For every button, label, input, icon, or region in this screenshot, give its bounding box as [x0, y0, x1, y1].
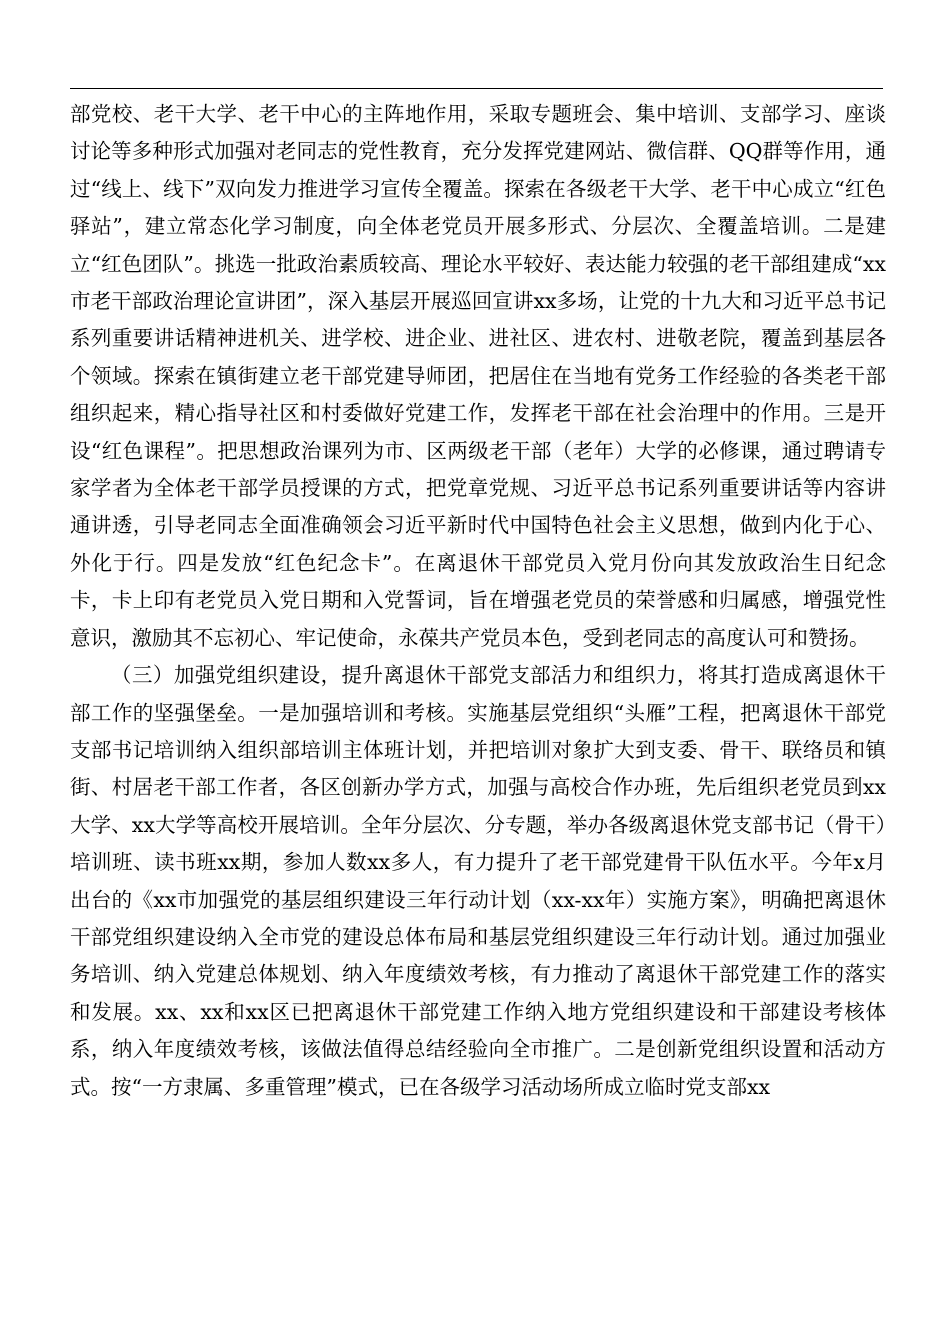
- paragraph-2: （三）加强党组织建设，提升离退休干部党支部活力和组织力，将其打造成离退休干部工作的坚强堡垒。一是加强培训和考核。实施基层党组织“头雁”工程，把离退休干部党支部书记培训纳入组织部培训主体班计划，并把培训对象扩大到支委、骨干、联络员和镇街、村居老干部工作者，各区创新办学方式，加强与高校合作办班，先后组织老党员到xx大学、xx大学等高校开展培训。全年分层次、分专题，举办各级离退休党支部书记（骨干）培训班、读书班xx期，参加人数xx多人，有力提升了老干部党建骨干队伍水平。今年x月出台的《xx市加强党的基层组织建设三年行动计划（xx-xx年）实施方案》，明确把离退休干部党组织建设纳入全市党的建设总体布局和基层党组织建设三年行动计划。通过加强业务培训、纳入党建总体规划、纳入年度绩效考核，有力推动了离退休干部党建工作的落实和发展。xx、xx和xx区已把离退休干部党建工作纳入地方党组织建设和干部建设考核体系，纳入年度绩效考核，该做法值得总结经验向全市推广。二是创新党组织设置和活动方式。按“一方隶属、多重管理”模式，已在各级学习活动场所成立临时党支部xx: [70, 663, 886, 1099]
- header-rule: [70, 88, 883, 89]
- body-text: [70, 96, 886, 1106]
- paragraph-1: 部党校、老干大学、老干中心的主阵地作用，采取专题班会、集中培训、支部学习、座谈讨论等多种形式加强对老同志的党性教育，充分发挥党建网站、微信群、QQ群等作用，通过“线上、线下”双向发力推进学习宣传全覆盖。探索在各级老干大学、老干中心成立“红色驿站”，建立常态化学习制度，向全体老党员开展多形式、分层次、全覆盖培训。二是建立“红色团队”。挑选一批政治素质较高、理论水平较好、表达能力较强的老干部组建成“xx市老干部政治理论宣讲团”，深入基层开展巡回宣讲xx多场，让党的十九大和习近平总书记系列重要讲话精神进机关、进学校、进企业、进社区、进农村、进敬老院，覆盖到基层各个领域。探索在镇街建立老干部党建导师团，把居住在当地有党务工作经验的各类老干部组织起来，精心指导社区和村委做好党建工作，发挥老干部在社会治理中的作用。三是开设“红色课程”。把思想政治课列为市、区两级老干部（老年）大学的必修课，通过聘请专家学者为全体老干部学员授课的方式，把党章党规、习近平总书记系列重要讲话等内容讲通讲透，引导老同志全面准确领会习近平新时代中国特色社会主义思想，做到内化于心、外化于行。四是发放“红色纪念卡”。在离退休干部党员入党月份向其发放政治生日纪念卡，卡上印有老党员入党日期和入党誓词，旨在增强老党员的荣誉感和归属感，增强党性意识，激励其不忘初心、牢记使命，永葆共产党员本色，受到老同志的高度认可和赞扬。: [70, 102, 886, 650]
